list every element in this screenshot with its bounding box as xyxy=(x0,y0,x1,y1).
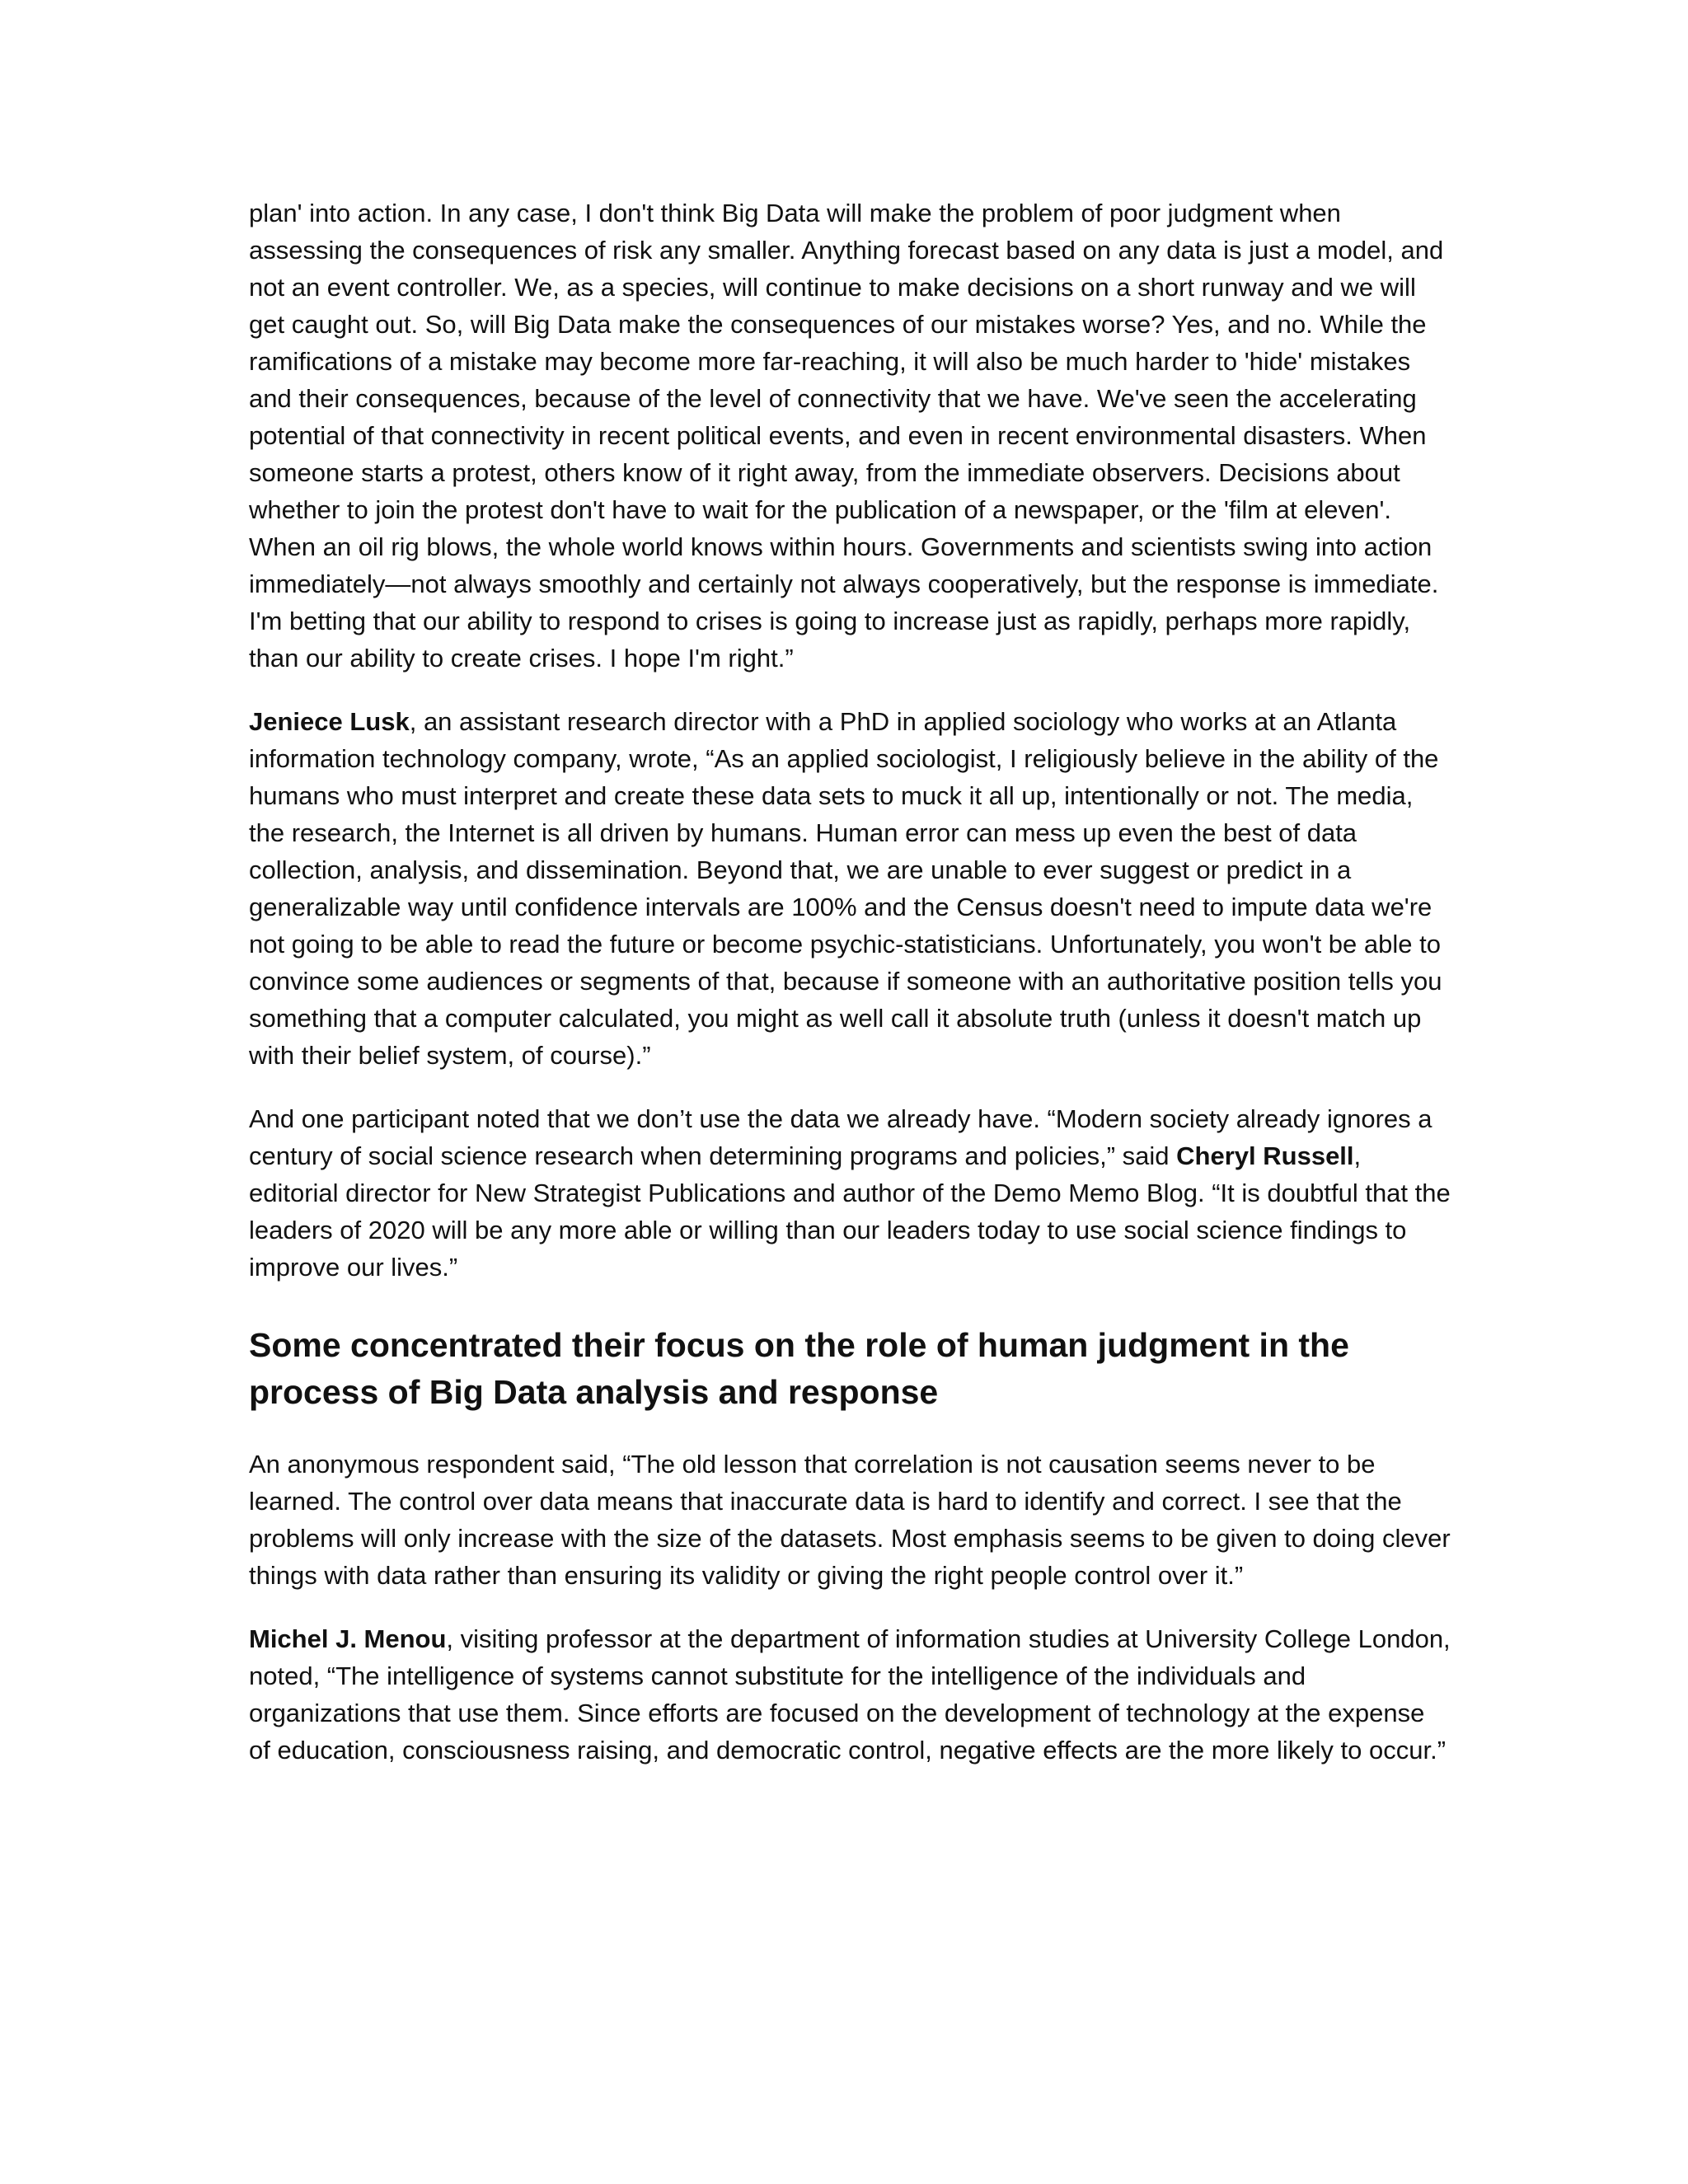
paragraph-text-after: , editorial director for New Strategist Publications and author of the Demo Memo Blog. “It is doubtful that the leaders of 2020 will be any more able or willing than our leaders today to use social science findings to improve our lives.” xyxy=(249,1141,1451,1282)
document-page xyxy=(249,194,1452,1795)
paragraph-continuation xyxy=(249,194,1452,677)
respondent-name: Michel J. Menou xyxy=(249,1624,447,1653)
paragraph-text: plan' into action. In any case, I don't think Big Data will make the problem of poor judgment when assessing the consequences of risk any smaller. Anything forecast based on any data is just a model, and not an event controller. We, as a species, will continue to make decisions on a short runway and we will get caught out. So, will Big Data make the consequences of our mistakes worse? Yes, and no. While the ramifications of a mistake may become more far-reaching, it will also be much harder to 'hide' mistakes and their consequences, because of the level of connectivity that we have. We've seen the accelerating potential of that connectivity in recent political events, and even in recent environmental disasters. When someone starts a protest, others know of it right away, from the immediate observers. Decisions about whether to join the protest don't have to wait for the publication of a newspaper, or the 'film at eleven'. When an oil rig blows, the whole world knows within hours. Governments and scientists swing into action immediately—not always smoothly and certainly not always cooperatively, but the response is immediate. I'm betting that our ability to respond to crises is going to increase just as rapidly, perhaps more rapidly, than our ability to create crises. I hope I'm right.” xyxy=(249,199,1444,673)
paragraph-text: , visiting professor at the department of information studies at University College London, noted, “The intelligence of systems cannot substitute for the intelligence of the individuals and organizations that use them. Since efforts are focused on the development of technology at the expense of education, consciousness raising, and democratic control, negative effects are the more likely to occur.” xyxy=(249,1624,1451,1765)
section-heading: Some concentrated their focus on the role of human judgment in the process of Big Data analysis and response xyxy=(249,1326,1349,1411)
paragraph-text: An anonymous respondent said, “The old lesson that correlation is not causation seems never to be learned. The control over data means that inaccurate data is hard to identify and correct. I see that the problems will only increase with the size of the datasets. Most emphasis seems to be given to doing clever things with data rather than ensuring its validity or giving the right people control over it.” xyxy=(249,1450,1451,1590)
respondent-name: Jeniece Lusk xyxy=(249,707,410,736)
respondent-name: Cheryl Russell xyxy=(1176,1141,1354,1170)
paragraph-jeniece-lusk xyxy=(249,703,1452,1074)
paragraph-text: , an assistant research director with a PhD in applied sociology who works at an Atlanta information technology company, wrote, “As an applied sociologist, I religiously believe in the ability of the humans who must interpret and create these data sets to muck it all up, intentionally or not. The media, the research, the Internet is all driven by humans. Human error can mess up even the best of data collection, analysis, and dissemination. Beyond that, we are unable to ever suggest or predict in a generalizable way until confidence intervals are 100% and the Census doesn't need to impute data we're not going to be able to read the future or become psychic-statisticians. Unfortunately, you won't be able to convince some audiences or segments of that, because if someone with an authoritative position tells you something that a computer calculated, you might as well call it absolute truth (unless it doesn't match up with their belief system, of course).” xyxy=(249,707,1442,1070)
paragraph-anonymous xyxy=(249,1446,1452,1594)
paragraph-michel-menou xyxy=(249,1620,1452,1769)
paragraph-cheryl-russell xyxy=(249,1100,1452,1286)
paragraph-text-before: And one participant noted that we don’t use the data we already have. “Modern society already ignores a century of social science research when determining programs and policies,” said xyxy=(249,1104,1432,1170)
